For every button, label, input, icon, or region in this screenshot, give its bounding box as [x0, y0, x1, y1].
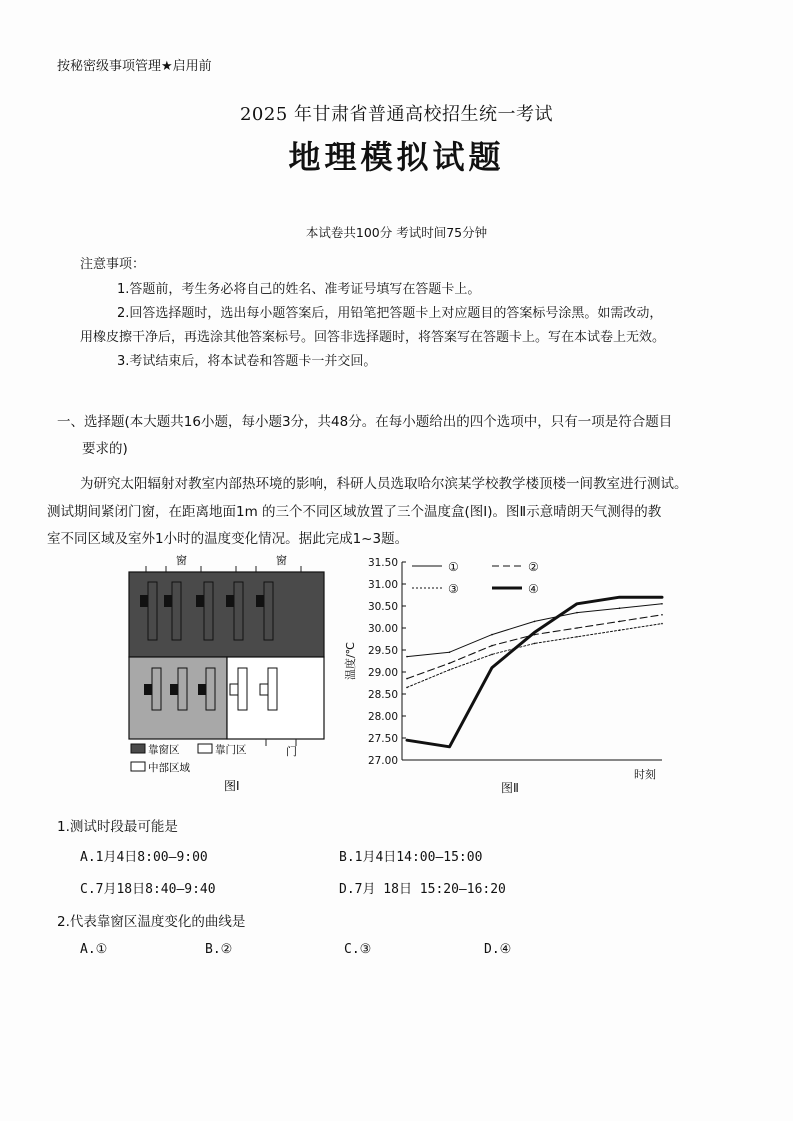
series-line-1 — [407, 604, 662, 657]
series-2-point — [449, 662, 451, 664]
subject-title: 地理模拟试题 — [288, 138, 505, 176]
legend-label-1: ① — [448, 560, 459, 574]
section-heading-cont: 要求的) — [82, 441, 128, 457]
window-zone — [129, 572, 324, 657]
legend-middle-swatch — [131, 762, 145, 771]
series-4-point — [491, 667, 493, 669]
figure-2-temperature-chart — [340, 552, 670, 802]
legend-window-label: 靠窗区 — [148, 744, 180, 756]
legend-window-swatch — [131, 744, 145, 753]
series-2-point — [406, 678, 408, 680]
y-tick-label: 28.00 — [367, 711, 398, 723]
legend-label-4: ④ — [528, 582, 539, 596]
question-2-stem: 2.代表靠窗区温度变化的曲线是 — [57, 914, 246, 930]
series-3-point — [576, 636, 578, 638]
passage-line-3: 室不同区域及室外1小时的温度变化情况。据此完成1~3题。 — [47, 531, 409, 547]
series-3-point — [619, 629, 621, 631]
series-4-point — [619, 596, 621, 598]
notice-item-3: 3.考试结束后，将本试卷和答题卡一并交回。 — [117, 354, 377, 369]
series-1-point — [619, 607, 621, 609]
series-3-point — [449, 669, 451, 671]
series-2-point — [576, 627, 578, 629]
series-4-point — [661, 596, 663, 598]
series-1-point — [406, 656, 408, 658]
question-2-option-c[interactable]: C.③ — [344, 942, 372, 957]
legend-label-3: ③ — [448, 582, 459, 596]
series-line-2 — [407, 615, 662, 679]
series-4-point — [534, 632, 536, 634]
y-tick-label: 27.00 — [367, 755, 398, 767]
question-1-option-c[interactable]: C.7月18日8:40—9:40 — [80, 882, 216, 897]
window-label-1: 窗 — [176, 554, 187, 567]
section-heading: 一、选择题(本大题共16小题，每小题3分，共48分。在每小题给出的四个选项中，只有一项是符合题目 — [57, 414, 673, 430]
door-zone — [227, 657, 324, 739]
y-tick-label: 29.50 — [367, 645, 398, 657]
figure-1-classroom-layout — [126, 552, 331, 797]
question-2-option-d[interactable]: D.④ — [484, 942, 512, 957]
series-3-point — [491, 654, 493, 656]
series-2-point — [491, 645, 493, 647]
y-tick-label: 30.50 — [367, 601, 398, 613]
door-label: 门 — [286, 745, 297, 758]
x-axis-label: 时刻 — [634, 768, 656, 781]
series-3-point — [534, 643, 536, 645]
y-tick-label: 28.50 — [367, 689, 398, 701]
notice-item-2: 2.回答选择题时，选出每小题答案后，用铅笔把答题卡上对应题目的答案标号涂黑。如需改动， — [117, 306, 663, 321]
passage-line-1: 为研究太阳辐射对教室内部热环境的影响，科研人员选取哈尔滨某学校教学楼顶楼一间教室进行测试。 — [80, 476, 688, 492]
notice-item-1: 1.答题前，考生务必将自己的姓名、准考证号填写在答题卡上。 — [117, 282, 481, 297]
y-tick-label: 31.50 — [367, 557, 398, 569]
exam-title: 2025 年甘肃省普通高校招生统一考试 — [239, 104, 554, 125]
question-2-option-b[interactable]: B.② — [205, 942, 233, 957]
legend-door-label: 靠门区 — [215, 744, 247, 756]
series-1-point — [449, 651, 451, 653]
series-1-point — [491, 634, 493, 636]
secret-level-label: 按秘密级事项管理★启用前 — [57, 59, 212, 74]
y-tick-label: 31.00 — [367, 579, 398, 591]
exam-info: 本试卷共100分 考试时间75分钟 — [305, 225, 488, 240]
series-2-point — [661, 614, 663, 616]
series-2-point — [619, 621, 621, 623]
legend-label-2: ② — [528, 560, 539, 574]
series-4-point — [449, 746, 451, 748]
series-3-point — [406, 687, 408, 689]
question-1-option-b[interactable]: B.1月4日14:00—15:00 — [339, 850, 483, 865]
series-3-point — [661, 623, 663, 625]
y-axis-label: 温度/℃ — [344, 641, 357, 681]
legend-door-swatch — [198, 744, 212, 753]
legend-middle-label: 中部区域 — [148, 762, 190, 774]
window-label-2: 窗 — [276, 554, 287, 567]
y-tick-label: 30.00 — [367, 623, 398, 635]
y-tick-label: 27.50 — [367, 733, 398, 745]
notice-item-2-cont: 用橡皮擦干净后，再选涂其他答案标号。回答非选择题时，将答案写在答题卡上。写在本试卷上无效。 — [80, 330, 666, 345]
series-1-point — [661, 603, 663, 605]
figure-2-caption: 图Ⅱ — [501, 781, 519, 795]
question-1-stem: 1.测试时段最可能是 — [57, 819, 178, 835]
series-4-point — [406, 739, 408, 741]
question-1-option-a[interactable]: A.1月4日8:00—9:00 — [80, 850, 208, 865]
question-1-option-d[interactable]: D.7月 18日 15:20—16:20 — [339, 882, 506, 897]
notice-title: 注意事项： — [80, 257, 146, 272]
y-tick-label: 29.00 — [367, 667, 398, 679]
figure-1-caption: 图Ⅰ — [224, 779, 240, 793]
series-1-point — [534, 621, 536, 623]
series-1-point — [576, 612, 578, 614]
question-2-option-a[interactable]: A.① — [80, 942, 108, 957]
series-4-point — [576, 603, 578, 605]
passage-line-2: 测试期间紧闭门窗，在距离地面1m 的三个不同区域放置了三个温度盒(图Ⅰ)。图Ⅱ示意晴朗天气测得的教 — [47, 504, 662, 520]
